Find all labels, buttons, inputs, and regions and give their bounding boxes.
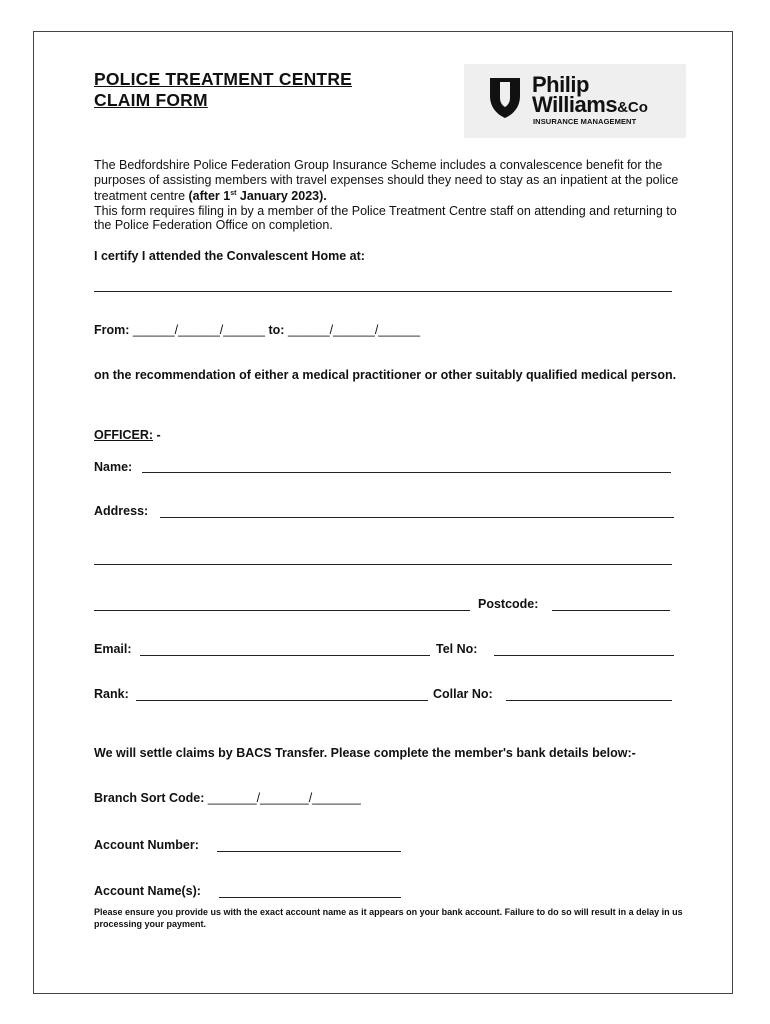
to-label: to: [268,323,285,337]
logo-word-williams [532,94,648,119]
name-field[interactable] [142,472,671,473]
email-field[interactable] [140,655,430,656]
sort-code-field[interactable]: _______/_______/_______ [207,791,361,805]
account-name-field[interactable] [219,897,401,898]
sort-code-label: Branch Sort Code: [94,791,205,805]
officer-heading [94,428,161,442]
from-date-field[interactable]: ______/______/______ [132,323,265,337]
form-page [33,31,733,994]
intro-date-part-a: (after 1 [188,189,231,204]
address-field-line3[interactable] [94,610,470,611]
intro-paragraph [94,158,684,233]
account-number-field[interactable] [217,851,401,852]
intro-text-2: This form requires filing in by a member of the Police Treatment Centre staff on attending and returning to the Police Federation Office on completion. [94,203,677,233]
address-label: Address: [94,504,149,518]
collar-field[interactable] [506,700,672,701]
form-title-line2: CLAIM FORM [94,90,208,110]
logo-word-philip: Philip [532,72,589,97]
to-date-field[interactable]: ______/______/______ [287,323,421,337]
shield-icon [488,76,522,120]
intro-text-1: The Bedfordshire Police Federation Group Insurance Scheme includes a convalescence benefit for the purposes of assisting members with travel expenses should they need to stay as an inpatient at the police treatment centre [94,158,679,204]
form-title-line1: POLICE TREATMENT CENTRE [94,69,353,89]
from-label: From: [94,323,130,337]
recommendation-text: on the recommendation of either a medical practitioner or other suitably qualified medical person. [94,368,677,382]
account-number-label: Account Number: [94,838,199,852]
company-logo [464,64,686,138]
tel-label: Tel No: [436,642,478,656]
bank-intro-text: We will settle claims by BACS Transfer. Please complete the member's bank details below:- [94,746,636,760]
intro-date-bold [189,189,327,203]
rank-label: Rank: [94,687,129,701]
certify-label: I certify I attended the Convalescent Home at: [94,249,365,263]
postcode-label: Postcode: [478,597,539,611]
dates-row [94,323,420,337]
logo-word-williams-text: Williams [532,92,618,117]
account-name-note: Please ensure you provide us with the exact account name as it appears on your bank account. Failure to do so will result in a delay in us processing your payment. [94,907,683,929]
postcode-field[interactable] [552,610,670,611]
sort-code-row [94,791,361,805]
officer-heading-text: OFFICER: [94,428,154,442]
officer-heading-suffix: - [153,428,161,442]
address-field-line2[interactable] [94,564,672,565]
tel-field[interactable] [494,655,674,656]
email-label: Email: [94,642,132,656]
logo-amp-co: &Co [617,99,648,116]
intro-date-sup: st [230,190,237,197]
collar-label: Collar No: [433,687,493,701]
logo-subtitle: INSURANCE MANAGEMENT [533,117,637,126]
convalescent-home-field[interactable] [94,291,672,292]
account-name-label: Account Name(s): [94,884,201,898]
intro-date-part-b: January 2023). [236,189,327,204]
rank-field[interactable] [136,700,428,701]
name-label: Name: [94,460,133,474]
address-field-line1[interactable] [160,517,674,518]
